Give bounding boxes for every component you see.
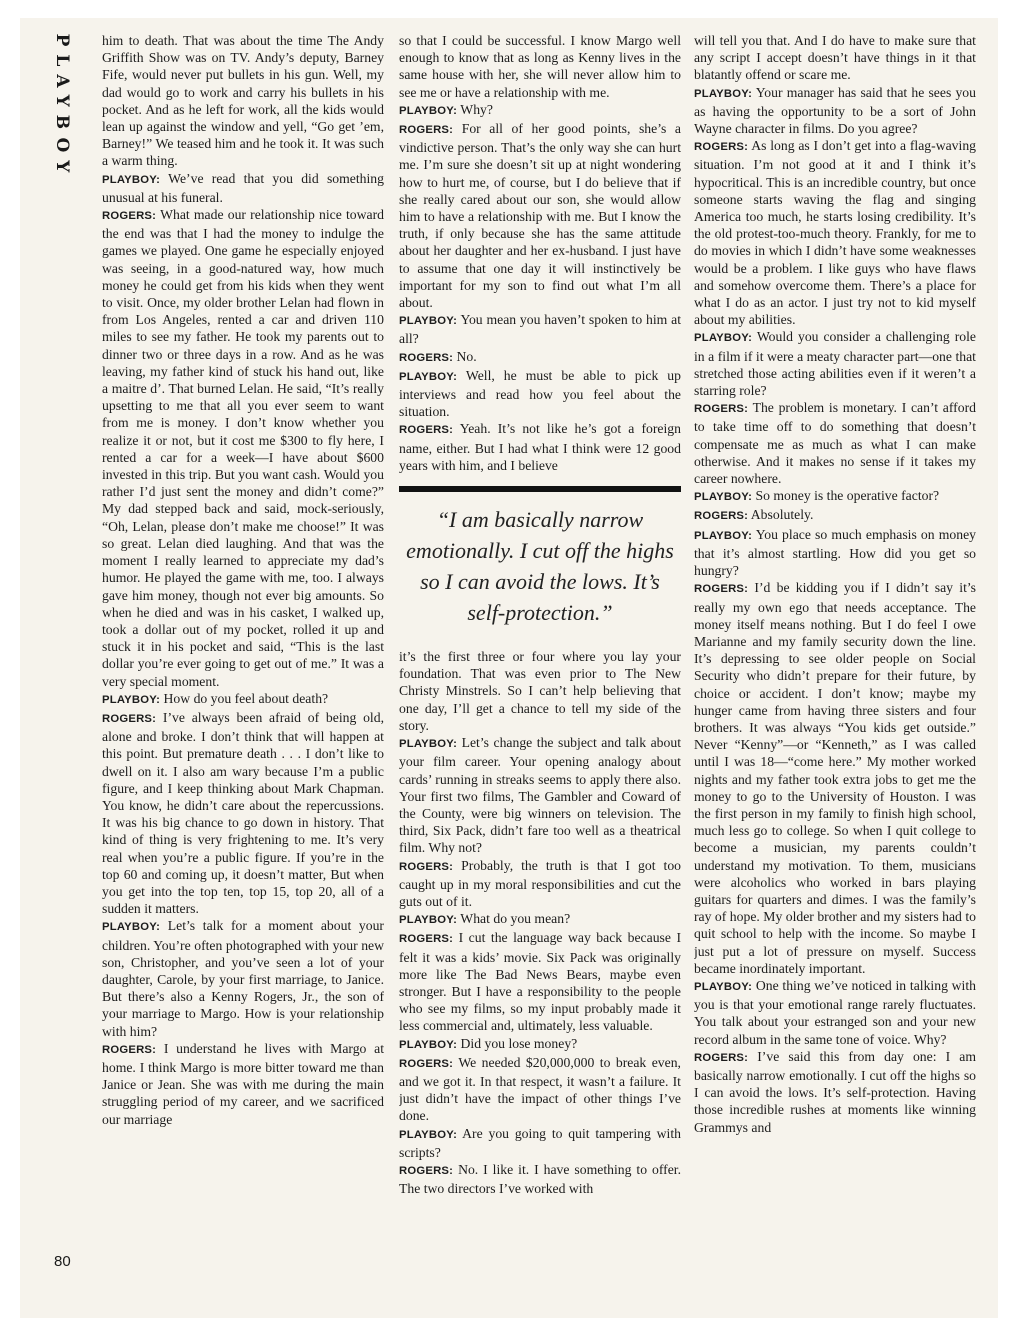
pull-quote: “I am basically narrow emotionally. I cut off the highs so I can avoid the lows. It’s self-protection.” bbox=[399, 486, 681, 628]
paragraph-text: Well, he must be able to pick up interviews and read how you feel about the situation. bbox=[399, 367, 681, 420]
paragraph-text: Probably, the truth is that I got too caught up in my moral responsibilities and cut the guts out of it. bbox=[399, 857, 681, 909]
speaker-label: ROGERS: bbox=[694, 510, 749, 523]
speaker-label: ROGERS: bbox=[102, 712, 157, 725]
speaker-label: ROGERS: bbox=[102, 210, 157, 223]
paragraph bbox=[399, 1054, 681, 1125]
speaker-label: PLAYBOY: bbox=[694, 529, 753, 542]
speaker-label: PLAYBOY: bbox=[399, 315, 458, 328]
paragraph bbox=[399, 348, 681, 367]
paragraph-text: No. I like it. I have something to offer. The two directors I’ve worked with bbox=[399, 1161, 681, 1197]
paragraph-text: You place so much emphasis on money that it’s almost startling. How did you get so hungry? bbox=[694, 526, 976, 579]
paragraph bbox=[102, 917, 384, 1039]
paragraph-text: One thing we’ve noticed in talking with you is that your emotional range rarely fluctuates. You talk about your estranged son and your new record album in the same tone of voice. Why? bbox=[694, 977, 976, 1047]
speaker-label: PLAYBOY: bbox=[694, 87, 753, 100]
paragraph-text: I’ve always been afraid of being old, alone and broke. I don’t think that will happen at this point. But premature death . . . I don’t like to dwell on it. I also am wary because I’m a public figure, and I keep thinking about Mark Chapman. You know, he didn’t care about the repercussions. It was his big chance to go down in history. That kind of thing is very frightening to me. It’s very real when you’re a public figure. If you’re in the top 60 and coming up, it doesn’t matter, But when you get into the top ten, top 15, top 20, all of a sudden it matters. bbox=[102, 709, 384, 917]
speaker-label: ROGERS: bbox=[399, 860, 454, 873]
paragraph-text: We’ve read that you did something unusual at his funeral. bbox=[102, 170, 384, 205]
paragraph-text: Are you going to quit tampering with scripts? bbox=[399, 1125, 681, 1160]
page-number: 80 bbox=[54, 1253, 71, 1270]
paragraph-text: I’d be kidding you if I didn’t say it’s really my own ego that needs acceptance. The money itself means nothing. But I do feel I owe Marianne and my family security down the line. It’s depressing to see older people on Social Security who didn’t prepare for their future, by choice or accident. I don’t know; maybe my hunger came from having three sisters and four brothers. It was always “You kids get outside.” Never “Kenny”—or “Kenneth,” as I was called until I was 18—“come here.” My mother worked nights and my father took extra jobs to get me the money to go to the University of Houston. I was the first person in my family to finish high school, much less go to college. So when I quit college to become a musician, my parents couldn’t understand my motivation. To them, musicians were alcoholics who worked in bars playing guitars for quarters and dimes. I was the family’s ray of hope. My older brother and my sisters had to quit school to help with the income. So maybe I just put a lot of pressure on myself. Success became inordinately important. bbox=[694, 580, 976, 976]
paragraph-text: Absolutely. bbox=[750, 507, 814, 523]
paragraph-text: I understand he lives with Margo at home. I think Margo is more bitter toward me than Janice or Jean. She was with me during the main struggling period of my career, and we sacrificed our marriage bbox=[102, 1040, 384, 1127]
paragraph-text: You mean you haven’t spoken to him at all? bbox=[399, 312, 681, 347]
text-column-3 bbox=[694, 32, 976, 1272]
paragraph-text: No. bbox=[456, 348, 477, 364]
speaker-label: PLAYBOY: bbox=[399, 1128, 458, 1141]
paragraph bbox=[694, 1048, 976, 1136]
column-2-bottom-text bbox=[399, 648, 681, 1197]
speaker-label: ROGERS: bbox=[694, 1051, 749, 1064]
paragraph bbox=[399, 1035, 681, 1054]
paragraph bbox=[399, 857, 681, 911]
paragraph bbox=[694, 579, 976, 977]
paragraph bbox=[102, 170, 384, 206]
paragraph bbox=[102, 690, 384, 709]
paragraph-text: Would you consider a challenging role in a film if it were a meaty character part—one that stretched those acting abilities even if it weren’t a starring role? bbox=[694, 329, 976, 399]
paragraph bbox=[102, 1040, 384, 1128]
speaker-label: PLAYBOY: bbox=[399, 104, 458, 117]
speaker-label: ROGERS: bbox=[694, 403, 749, 416]
speaker-label: ROGERS: bbox=[399, 351, 454, 364]
paragraph bbox=[102, 206, 384, 690]
speaker-label: ROGERS: bbox=[399, 124, 454, 137]
speaker-label: ROGERS: bbox=[399, 1164, 454, 1177]
paragraph bbox=[399, 734, 681, 856]
paragraph bbox=[694, 977, 976, 1048]
paragraph-text: We needed $20,000,000 to break even, and we got it. In that respect, it wasn’t a failure. It just didn’t have the impact of other things I’ve done. bbox=[399, 1054, 681, 1124]
paragraph-text: Let’s talk for a moment about your children. You’re often photographed with your new son, Christopher, and you’ve seen a lot of your daughter, Carole, by your first marriage, to Janice. But there’s also a Kenny Rogers, Jr., the son of your marriage to Margo. How is your relationship with him? bbox=[102, 918, 384, 1039]
speaker-label: ROGERS: bbox=[399, 933, 454, 946]
paragraph-text: will tell you that. And I do have to make sure that any script I accept doesn’t have things in it that blatantly offend or scare me. bbox=[694, 33, 976, 83]
vertical-magazine-logo bbox=[42, 32, 82, 182]
paragraph bbox=[399, 910, 681, 929]
paragraph bbox=[399, 648, 681, 734]
paragraph bbox=[399, 311, 681, 347]
paragraph-text: it’s the first three or four where you lay your foundation. That was even prior to The New Christy Minstrels. So I can’t help believing that one day, I’ll get a chance to tell my side of the story. bbox=[399, 649, 681, 733]
paragraph-text: Your manager has said that he sees you as having the opportunity to be a sort of John Wayne character in films. Do you agree? bbox=[694, 84, 976, 137]
speaker-label: ROGERS: bbox=[399, 424, 454, 437]
speaker-label: ROGERS: bbox=[694, 583, 749, 596]
paragraph bbox=[694, 399, 976, 487]
paragraph-text: Did you lose money? bbox=[460, 1035, 578, 1051]
paragraph-text: I’ve said this from day one: I am basically narrow emotionally. I cut off the highs so I can avoid the lows. It’s self-protection. Having those incredible rushes at moments like winning Grammys and bbox=[694, 1048, 976, 1135]
paragraph bbox=[399, 120, 681, 311]
speaker-label: ROGERS: bbox=[694, 141, 749, 154]
text-column-2 bbox=[399, 32, 681, 1272]
paragraph-text: I cut the language way back because I felt it was a kids’ movie. Six Pack was originally more like The Bad News Bears, maybe even stronger. But I have a responsibility to the people who see my films, so my input probably made it less commercial and, ultimately, less valuable. bbox=[399, 930, 681, 1034]
paragraph-text: As long as I don’t get into a flag-waving situation. I’m not good at it and I think it’s hypocritical. This is an incredible country, but once someone starts waving the flag and singing America too much, he starts losing credibility. It’s the old protest-too-much theory. Frankly, for me to do movies in which I didn’t have some weaknesses would be a problem. I like guys who have flaws and somehow overcome them. There’s a place for what I do as an actor. I just try not to kid myself about my abilities. bbox=[694, 138, 976, 328]
paragraph-text: Let’s change the subject and talk about your film career. Your opening analogy about cards’ running in streaks seems to apply there also. Your first two films, The Gambler and Coward of the County, were big winners on television. The third, Six Pack, didn’t fare too well as a theatrical film. Why not? bbox=[399, 735, 681, 856]
paragraph-text: The problem is monetary. I can’t afford to take time off to do something that doesn’t compensate me as much as what I can make otherwise. And it makes no sense if it takes my career nowhere. bbox=[694, 400, 976, 487]
paragraph-text: For all of her good points, she’s a vindictive person. That’s the only way she can hurt me. I’m sure she doesn’t sit up at night wondering how to hurt me, of course, but I do believe that if she really cared about our son, she would allow him to have a relationship with me. But I know the truth, if only because she has the same attitude about her daughter and her ex-husband. I just have to assume that one day it will instinctively be important for my son to find out what I’m all about. bbox=[399, 121, 681, 311]
text-column-1 bbox=[102, 32, 384, 1272]
speaker-label: PLAYBOY: bbox=[694, 980, 753, 993]
magazine-name: PLAYBOY bbox=[52, 33, 72, 181]
paragraph bbox=[694, 32, 976, 84]
paragraph bbox=[694, 506, 976, 525]
speaker-label: PLAYBOY: bbox=[694, 332, 753, 345]
paragraph bbox=[694, 487, 976, 506]
paragraph bbox=[102, 32, 384, 170]
speaker-label: ROGERS: bbox=[102, 1043, 157, 1056]
paragraph-text: so that I could be successful. I know Margo well enough to know that as long as Kenny lives in the same house with her, she will never allow him to see me or have a relationship with me. bbox=[399, 33, 681, 100]
paragraph bbox=[694, 137, 976, 328]
paragraph-text: him to death. That was about the time The Andy Griffith Show was on TV. Andy’s deputy, Barney Fife, would never put bullets in his gun. Well, my dad would go to work and carry his bullets in his pocket. And as he left for work, all the kids would lean up against the window and yell, “Go get ’em, Barney!” We teased him and he took it. It was such a warm thing. bbox=[102, 33, 384, 169]
paragraph bbox=[399, 32, 681, 101]
paragraph-text: What do you mean? bbox=[460, 911, 571, 927]
speaker-label: ROGERS: bbox=[399, 1057, 454, 1070]
paragraph bbox=[102, 709, 384, 917]
speaker-label: PLAYBOY: bbox=[399, 914, 458, 927]
paragraph bbox=[694, 526, 976, 580]
speaker-label: PLAYBOY: bbox=[102, 693, 161, 706]
speaker-label: PLAYBOY: bbox=[399, 370, 458, 383]
column-2-top-text bbox=[399, 32, 681, 474]
speaker-label: PLAYBOY: bbox=[399, 1038, 458, 1051]
paragraph bbox=[694, 328, 976, 399]
speaker-label: PLAYBOY: bbox=[102, 921, 161, 934]
paragraph bbox=[694, 84, 976, 138]
paragraph bbox=[399, 101, 681, 120]
speaker-label: PLAYBOY: bbox=[399, 738, 458, 751]
paragraph bbox=[399, 367, 681, 421]
paragraph-text: What made our relationship nice toward the end was that I had the money to indulge the games we played. One game he especially enjoyed was seeing, in a good-natured way, how much money he could get from his kids when they went to visit. Once, my older brother Lelan had flown in from Los Angeles, rented a car and driven 110 miles to see my father. He took my parents out to dinner two or three days in a row. And as he was leaving, my father kind of stuck his hand out, like a maitre d’. That burned Lelan. He said, “It’s really upsetting to me that all you ever seem to want from me is money. I don’t know whether you realize it or not, but it cost me $300 to fly here, I rented a car for a week—I have about $600 invested in this trip. But you want cash. Would you rather I’d just sent the money and didn’t come?” My dad stepped back and said, mock-seriously, “Oh, Lelan, please don’t make me choose!” It was so great. Lelan died laughing. And that was the moment I really learned to appreciate my dad’s humor. He played the game with me, too. I always gave him money, though not ever big amounts. So when he died and was in his casket, I walked up, took a dollar out of my pocket, rolled it up and stuck it in his pocket and said, “This is the last dollar you’re ever going to get out of me.” It was a very special moment. bbox=[102, 207, 384, 689]
paragraph bbox=[399, 1161, 681, 1197]
paragraph bbox=[399, 929, 681, 1034]
speaker-label: PLAYBOY: bbox=[102, 173, 161, 186]
paragraph-text: Yeah. It’s not like he’s got a foreign name, either. But I had what I think were 12 good years with him, and I believe bbox=[399, 421, 681, 473]
paragraph-text: Why? bbox=[460, 101, 493, 117]
paragraph-text: So money is the operative factor? bbox=[755, 488, 940, 504]
paragraph bbox=[399, 420, 681, 474]
speaker-label: PLAYBOY: bbox=[694, 491, 753, 504]
paragraph bbox=[399, 1125, 681, 1161]
paragraph-text: How do you feel about death? bbox=[163, 690, 329, 706]
